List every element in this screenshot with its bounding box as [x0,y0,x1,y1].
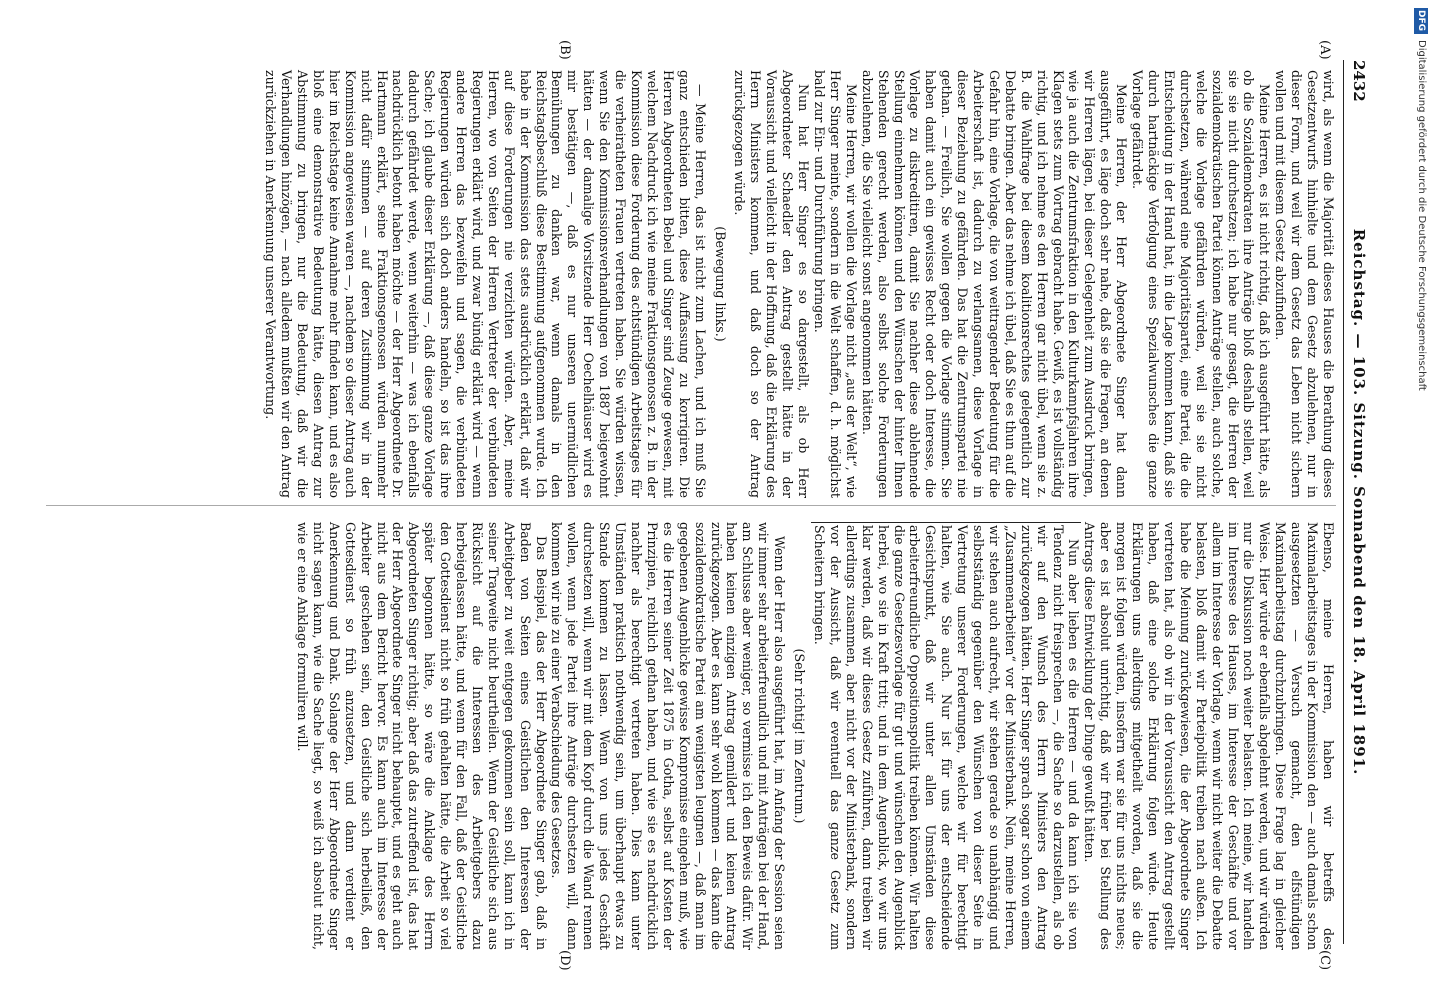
interjection-note: (Bewegung links.) [712,226,728,342]
paragraph: wird, als wenn die Majorität dieses Hauses die Berathung dieses Gesetzentwurfs hinhielte und dem Gesetz abzulehnen, nur in dieser Form, und weil wir dem Gesetz das Leben nicht sichern wollen und mit diesem Gesetz abzufinden. [1273,70,1336,498]
left-column [262,70,1336,498]
paragraph: Meine Herren, es ist nicht richtig, daß ich ausgeführt hätte, als ob die Sozialdemokraten ihre Anträge bloß deshalb stellen, weil sie sie nicht durchsetzen; ich habe nur gesagt, die Herren der sozialdemokratischen Partei können Anträge stellen, auch solche, welche die Vorlage gefährden würden, weil sie sie nicht durchsetzen, während eine Majoritätspartei, eine Partei, die die Entscheidung in der Hand hat, in die Lage kommen kann, daß sie durch hartnäckige Verfolgung eines Spezialwunsches die ganze Vorlage gefährdet. [1130,70,1273,498]
right-column [294,522,1336,950]
margin-marker-a: (A) [1317,40,1332,60]
paragraph: — Meine Herren, das ist nicht zum Lachen, und ich muß Sie ganz entschieden bitten, diese Auffassung zu korrigiren. Die Herren Abgeordneten Bebel und Singer sind Zeuge gewesen, mit welchem Nachdruck ich wie meine Fraktionsgenossen z. B. in der Kommission diese Forderung des achtstündigen Arbeitstages für die verheiratheten Frauen vertreten haben. Sie würden wissen, wenn Sie den Kommissionsverhandlungen von 1887 beigewohnt hätten — der damalige Vorsitzende Herr Oechelhäuser wird es mir bestätigen —, daß es nur unseren unermüdlichen Bemühungen zu danken war, wenn damals in den Reichstagsbeschluß diese Bestimmung aufgenommen wurde. Ich habe in der Kommission das stets ausdrücklich erklärt, daß wir auf diese Forderungen nie verzichten würden. Aber, meine Herren, wo von Seiten der Herren Vertreter der verbündeten Regierungen erklärt wird, und zwar bündig erklärt wird — wenn andere Herren das bezweifeln und sagen, die verbündeten Regierungen würden sich doch anders handeln, so ist das ihre Sache; ich glaube dieser Erklärung —, daß diese ganze Vorlage dadurch gefährdet werde, wenn weiterhin — was ich ebenfalls nachdrücklich betont haben möchte — der Herr Abgeordnete Dr. Hartmann erklärt, seine Fraktionsgenossen würden nunmehr nicht dafür stimmen — auf deren Zustimmung wir in der Kommission angewiesen waren —, nachdem so dieser Antrag auch hier im Reichstage keine Annahme mehr finden kann, und es also bloß eine demonstrative Bedeutung hätte, diesen Antrag zur Abstimmung zu bringen, nur die Bedeutung, daß wir die Verhandlungen hinzögen, — nach alledem mußten wir den Antrag zurückziehen in Anerkennung unserer Verantwortung. [263,70,708,498]
interjection-note: (Sehr richtig! im Zentrum.) [792,648,808,824]
column-divider [46,505,1336,506]
paragraph: Meine Herren, der Herr Abgeordnete Singer hat dann ausgeführt, es läge doch sehr nahe, daß sie die Fragen, an denen wir Herren lägen, bei dieser Gelegenheit zum Ausdruck bringen, wie ja auch die Zentrumsfraktion in den Kulturkampfsjahren ihre Klagen stets zum Vortrag gebracht habe. Gewiß, es ist vollständig richtig, und ich nehme es den Herren gar nicht übel, wenn sie z. B. die Wahlfrage bei diesem koalitionsrechtes gelegentlich zur Debatte bringen. Aber das nehme ich übel, daß Sie es thun auf die Gefahr hin, eine Vorlage, die von weittragender Bedeutung für die Arbeiterschaft ist, dadurch zu verlangsamen, diese Vorlage in dieser Beziehung zu gefährden. Das hat die Zentrumspartei nie gethan. — Freilich, Sie wollen gegen die Vorlage stimmen. Sie haben damit auch ein gewisses Recht oder doch Interesse, die Vorlage zu diskreditiren, damit Sie nachher diese ablehnende Stellung einnehmen können und den Wünschen der hinter Ihnen Stehenden gerecht werden, also selbst solche Forderungen abzulehnen, die Sie vielleicht sonst angenommen hätten. [859,70,1130,498]
paragraph-bracketed: Nun aber lieben es die Herren — und da kann ich sie von Tendenz nicht freisprechen —, die Sache so darzustellen, als ob wir auf den Wunsch des Herrn Ministers den Antrag zurückgezogen hätten. Herr Singer sprach sogar schon von einem „Zusammenarbeiten“ vor der Ministerbank. Nein, meine Herren, wir stehen auch aufrecht, wir stehen gerade so unabhängig und selbstständig gegenüber den Wünschen von dieser Seite in Vertretung unserer Forderungen, welche wir für berechtigt halten, wie Sie auch. Nur ist für uns der entscheidende Gesichtspunkt, daß wir unter allen Umständen diese arbeiterfreundliche Oppositionspolitik treiben können. Wir halten die ganze Gesetzesvorlage für gut und wünschen den Augenblick herbei, wo sie in Kraft tritt; und in dem Augenblick, wo wir uns klar werden, daß wir dieses Gesetz zuführen, dann treiben wir allerdings zusammen, aber nicht vor der Ministerbank, sondern vor der Aussicht, daß wir eventuell das ganze Gesetz zum Scheitern bringen. [811,522,1081,950]
margin-marker-d: (D) [557,950,572,971]
paragraph: Meine Herren, wir wollen die Vorlage nicht „aus der Welt“, wie Herr Singer meinte, sondern in die Welt schaffen, d. h. möglichst bald zur Ein- und Durchführung bringen. [812,70,859,498]
running-head: Reichstag. — 103. Sitzung. Sonnabend den 18. April 1891. [1350,228,1368,776]
paragraph: Das Beispiel, das der Herr Abgeordnete Singer gab, daß in Baden von Seiten eines Geistlichen den Interessen der Arbeitgeber zu weit entgegen gekommen sein soll, kann ich in seiner Tragweite nicht beurtheilen. Wenn der Geistliche sich aus Rücksicht auf die Interessen des Arbeitgebers dazu herbeigelassen hätte, und wenn für den Fall, daß der Geistliche den Gottesdienst nicht so früh gehalten hätte, die Arbeit so viel später begonnen hätte, so wäre die Anklage des Herrn Abgeordneten Singer richtig; aber daß das zutreffend ist, das hat der Herr Abgeordnete Singer nicht behauptet, und es geht auch nicht aus dem Bericht hervor. Es kann auch im Interesse der Arbeiter geschehen sein, den Geistliche sich herbeiließ, den Gottesdienst so früh anzusetzen, und dann verdient er Anerkennung und Dank. Solange der Herr Abgeordnete Singer nicht sagen kann, wie die Sache liegt, so weiß ich absolut nicht, wie er eine Anklage formuliren will. [295,522,549,950]
paragraph: Nun hat Herr Singer es so dargestellt, als ob Herr Abgeordneter Schaedler den Antrag gestellt hätte in der Voraussicht und vielleicht in der Hoffnung, daß die Erklärung des Herrn Ministers kommen, und daß doch so der Antrag zurückgezogen würde. [732,70,812,498]
margin-marker-b: (B) [557,40,572,60]
paragraph: Ebenso, meine Herren, haben wir betreffs des Maximalarbeitstages in der Kommission den — auch damals schon ausgesetzten — Versuch gemacht, den elfstündigen Maximalarbeitstag durchzubringen. Diese Frage lag in gleicher Weise. Hier würde er ebenfalls abgelehnt werden, und wir würden nur die Diskussion noch weiter belasten. Ich meine, wir handeln im Interesse des Hauses, im Interesse der Geschäfte und vor allem im Interesse der Vorlage, wenn wir nicht weiter die Debatte belasten, bloß damit wir Parteipolitik treiben nach außen. Ich habe die Meinung zurückgewiesen, die der Abgeordnete Singer vertreten hat, als ob wir in der Voraussicht den Antrag gestellt haben, daß eine solche Erklärung folgen würde. Heute Erklärungen uns allerdings mitgetheilt worden, daß sie die morgen ist folgen würden, insofern war sie für uns nichts neues; aber es ist absolut unrichtig, daß wir früher bei Stellung des Antrags diese Entwicklung der Dinge gewußt hätten. [1082,522,1336,950]
page-number: 2432 [1350,60,1368,102]
dfg-logo: DFG [1414,8,1428,34]
paragraph: Wenn der Herr also ausgeführt hat, im Anfang der Session seien wir immer sehr arbeiterfreundlich und mit Anträgen bei der Hand, am Schlusse aber weniger, so vermisse ich den Beweis dafür. Wir haben keinen einzigen Antrag gemildert und keinen Antrag zurückgezogen. Aber es kann sehr wohl kommen — das kann die sozialdemokratische Partei am wenigsten leugnen —, daß man im gegebenen Augenblicke gewisse Kompromisse eingehen muß, wie es die Herren seiner Zeit 1875 in Gotha, selbst auf Kosten der Prinzipien, reichlich gethan haben, und wie sie es nachdrücklich nachher als berechtigt vertreten haben. Dies kann unter Umständen praktisch nothwendig sein, um überhaupt etwas zu Stande kommen zu lassen. Wenn von uns jedes Geschäft durchsetzen will, wenn wir mit dem Kopf durch die Wand rennen wollen, wenn jede Partei ihre Anträge durchsetzen will, dann kommen wir nie zu einer Verabschiedung des Gesetzes. [549,522,788,951]
digitization-watermark [1414,8,1428,992]
page-header [1343,60,1370,944]
margin-marker-c: (C) [1317,950,1332,971]
watermark-text: Digitalisierung gefördert durch die Deutsche Forschungsgemeinschaft [1416,40,1427,391]
